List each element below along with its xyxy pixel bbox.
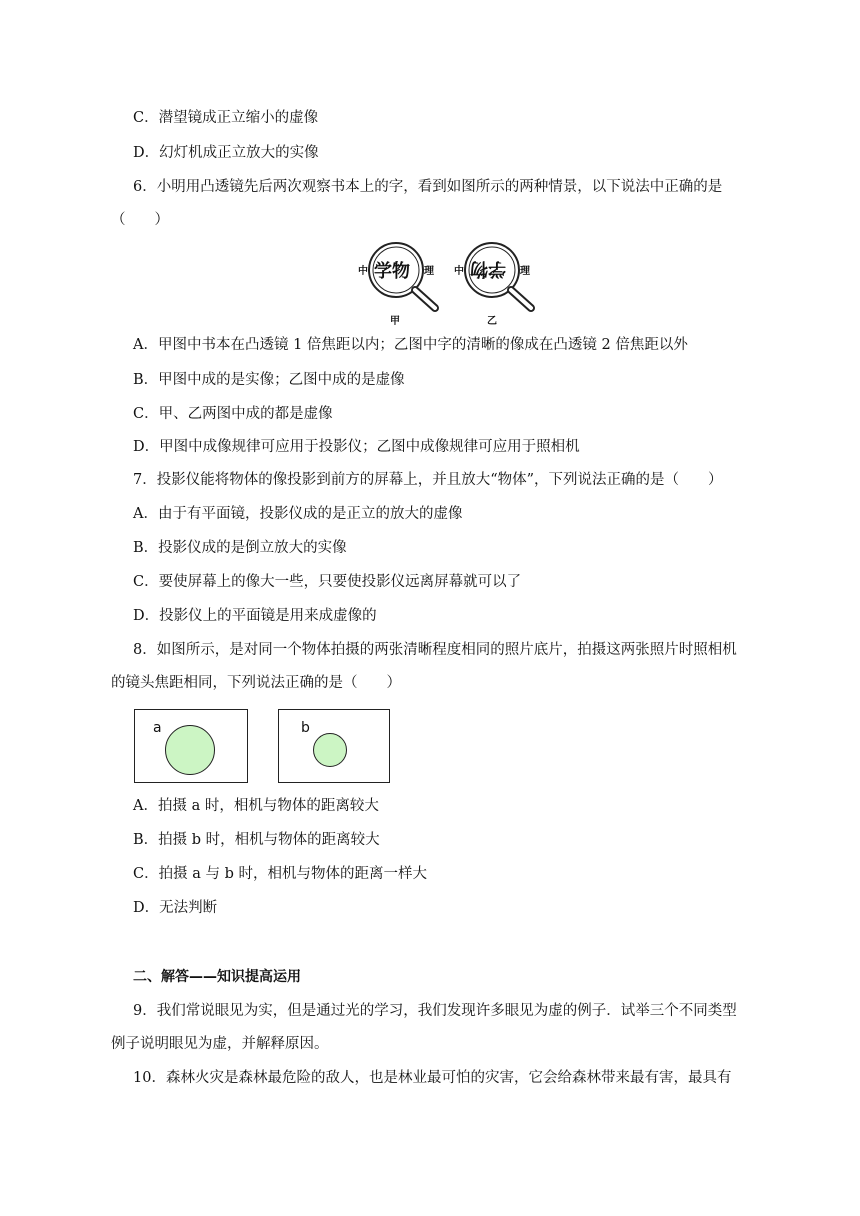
photo-a-circle bbox=[165, 725, 215, 775]
q8-option-c: C．拍摄 a 与 b 时，相机与物体的距离一样大 bbox=[133, 866, 427, 882]
fig-side-char-left-1: 中 bbox=[358, 266, 368, 277]
q7-option-b: B．投影仪成的是倒立放大的实像 bbox=[133, 540, 347, 556]
q7-option-c: C．要使屏幕上的像大一些，只要使投影仪远离屏幕就可以了 bbox=[133, 574, 522, 590]
q6-option-d: D．甲图中成像规律可应用于投影仪；乙图中成像规律可应用于照相机 bbox=[133, 439, 580, 455]
photo-b-frame bbox=[278, 709, 390, 783]
q9-line-1: 9．我们常说眼见为实，但是通过光的学习，我们发现许多眼见为虚的例子．试举三个不同类型 bbox=[133, 1003, 737, 1019]
section-heading: 二、解答——知识提高运用 bbox=[133, 969, 301, 985]
label-yi: 乙 bbox=[487, 316, 497, 327]
label-jia: 甲 bbox=[390, 316, 400, 327]
q6-option-c: C．甲、乙两图中成的都是虚像 bbox=[133, 406, 333, 422]
q9-line-2: 例子说明眼见为虚，并解释原因。 bbox=[111, 1036, 329, 1052]
photo-a-label: a bbox=[153, 720, 162, 736]
q7-option-a: A．由于有平面镜，投影仪成的是正立的放大的虚像 bbox=[133, 506, 463, 522]
q5-option-d: D．幻灯机成正立放大的实像 bbox=[133, 145, 319, 161]
fig-side-char-right-1: 理 bbox=[424, 266, 434, 277]
photo-b-circle bbox=[313, 733, 347, 767]
magnifier-illustration bbox=[350, 240, 540, 328]
q10-line-1: 10．森林火灾是森林最危险的敌人，也是林业最可怕的灾害，它会给森林带来最有害，最具有 bbox=[133, 1070, 732, 1086]
fig-side-char-right-2: 理 bbox=[520, 266, 530, 277]
photo-b-label: b bbox=[301, 720, 310, 736]
q7-stem: 7．投影仪能将物体的像投影到前方的屏幕上，并且放大“物体”，下列说法正确的是（ ） bbox=[133, 472, 723, 488]
q6-option-a: A．甲图中书本在凸透镜 1 倍焦距以内；乙图中字的清晰的像成在凸透镜 2 倍焦距以外 bbox=[133, 337, 688, 353]
yi-inverted-text: 学物 bbox=[470, 258, 506, 279]
q6-stem: 6．小明用凸透镜先后两次观察书本上的字，看到如图所示的两种情景，以下说法中正确的是 bbox=[133, 179, 723, 195]
q8-option-d: D．无法判断 bbox=[133, 900, 218, 916]
jia-magnified-text: 学物 bbox=[374, 261, 410, 282]
q8-option-b: B．拍摄 b 时，相机与物体的距离较大 bbox=[133, 832, 380, 848]
q8-option-a: A．拍摄 a 时，相机与物体的距离较大 bbox=[133, 798, 379, 814]
photo-a-frame bbox=[134, 709, 248, 783]
fig-side-char-left-2: 中 bbox=[454, 266, 464, 277]
q6-option-b: B．甲图中成的是实像；乙图中成的是虚像 bbox=[133, 372, 405, 388]
q7-option-d: D．投影仪上的平面镜是用来成虚像的 bbox=[133, 608, 377, 624]
q8-stem-cont: 的镜头焦距相同，下列说法正确的是（ ） bbox=[111, 675, 401, 691]
q6-stem-blank: （ ） bbox=[111, 212, 169, 228]
q5-option-c: C．潜望镜成正立缩小的虚像 bbox=[133, 110, 319, 126]
magnifier-figure bbox=[350, 240, 540, 328]
q8-stem: 8．如图所示，是对同一个物体拍摄的两张清晰程度相同的照片底片，拍摄这两张照片时照相机 bbox=[133, 642, 737, 658]
